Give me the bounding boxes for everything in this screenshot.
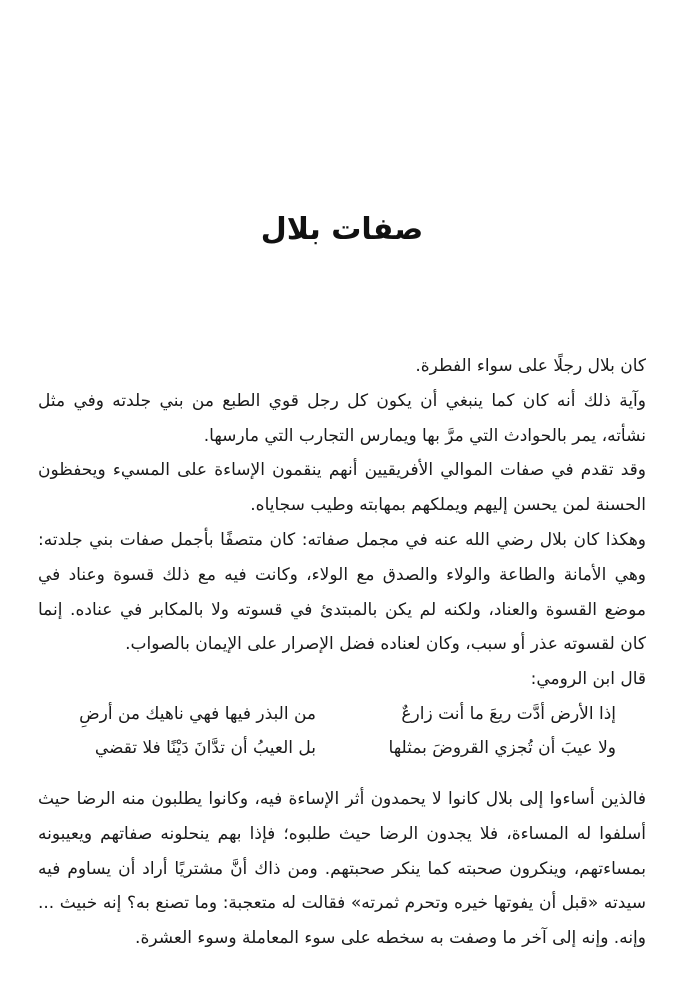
verse-line-1 [56,697,616,731]
paragraph-1: كان بلال رجلًا على سواء الفطرة. [415,356,646,376]
paragraph-2: وآية ذلك أنه كان كما ينبغي أن يكون كل رجل قوي الطبع من بني جلدته وفي مثل نشأته، يمر بالحوادث التي مرَّ بها ويمارس التجارب التي مارسها. [38,390,646,446]
page-title: صفات بلال [260,212,424,247]
body-text-top [38,349,646,697]
paragraph-4: وهكذا كان بلال رضي الله عنه في مجمل صفاته: كان متصفًا بأجمل صفات بني جلدته: وهي الأمانة والطاعة والولاء والصدق مع الولاء، وكانت فيه مع ذلك قسوة وعناد في موضع القسوة والعناد، ولكنه لم يكن بالمبتدئ في قسوته ولا بالمكابر في عناده. إنما كان لقسوته عذر أو سبب، وكان لعناده فضل الإصرار على الإيمان بالصواب. [38,529,646,655]
verse-2-second-hemistich: بل العيبُ أن تدَّانَ دَيْنًا فلا تقضي [94,738,316,758]
body-text-bottom [38,782,646,956]
verse-1-second-hemistich: من البذر فيها فهي ناهيك من أرضِ [79,704,316,724]
verse-1-first-hemistich: إذا الأرض أدَّت ريعَ ما أنت زارعٌ [401,704,616,724]
paragraph-6: فالذين أساءوا إلى بلال كانوا لا يحمدون أثر الإساءة فيه، وكانوا يطلبون منه الرضا حيث أسلفوا له المساءة، فلا يجدون الرضا حيث طلبوه؛ فإذا بهم ينحلونه صفاتهم ويعيبونه بمساءتهم، وينكرون صحبته كما ينكر صحبتهم. ومن ذاك أنَّ مشتريًا أراد أن يساوم فيه سيدته «قبل أن يفوتها خيره وتحرم ثمرته» فقالت له متعجبة: وما تصنع به؟ إنه خبيث ... وإنه. وإنه إلى آخر ما وصفت به سخطه على سوء المعاملة وسوء العشرة. [38,789,646,949]
poem-verses [56,697,616,765]
poem-intro: قال ابن الرومي: [530,669,646,690]
verse-2-first-hemistich: ولا عيبَ أن تُجزي القروضَ بمثلها [388,738,616,758]
paragraph-3: وقد تقدم في صفات الموالي الأفريقيين أنهم ينقمون الإساءة على المسيء ويحفظون الحسنة لمن يحسن إليهم ويملكهم بمهابته وطيب سجاياه. [38,460,646,516]
verse-line-2 [56,731,616,765]
